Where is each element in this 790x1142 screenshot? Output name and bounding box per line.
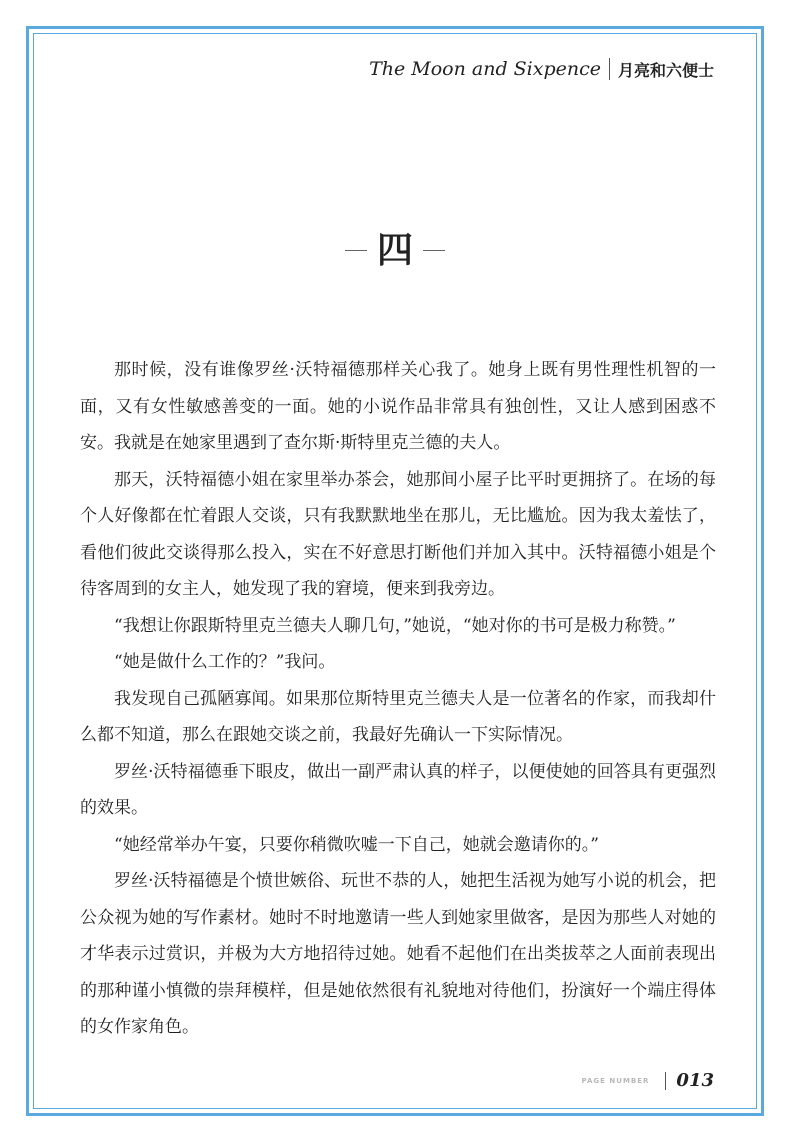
chapter-title: 四 xyxy=(376,229,413,271)
paragraph: 那时候，没有谁像罗丝·沃特福德那样关心我了。她身上既有男性理性机智的一面，又有女性敏感善变的一面。她的小说作品非常具有独创性，又让人感到困惑不安。我就是在她家里遇到了查尔斯·斯特里克兰德的夫人。 xyxy=(80,360,716,453)
page-footer xyxy=(582,1070,714,1091)
paragraph: “她是做什么工作的？”我问。 xyxy=(114,652,336,672)
page-number: 013 xyxy=(676,1070,714,1091)
body-text xyxy=(80,352,716,1046)
paragraph: 罗丝·沃特福德垂下眼皮，做出一副严肃认真的样子，以便使她的回答具有更强烈的效果。 xyxy=(80,761,716,818)
chapter-dash-right xyxy=(423,250,445,251)
header-divider xyxy=(609,58,610,80)
book-title-chinese: 月亮和六便士 xyxy=(617,60,714,80)
paragraph: “她经常举办午宴，只要你稍微吹嘘一下自己，她就会邀请你的。” xyxy=(114,834,599,855)
paragraph: 罗丝·沃特福德是个愤世嫉俗、玩世不恭的人，她把生活视为她写小说的机会，把公众视为她的写作素材。她时不时地邀请一些人到她家里做客，是因为那些人对她的才华表示过赏识，并极为大方地招待过她。她看不起他们在出类拔萃之人面前表现出的那种谨小慎微的崇拜模样，但是她依然很有礼貌地对待他们，扮演好一个端庄得体的女作家角色。 xyxy=(80,871,716,1037)
page-number-label: PAGE NUMBER xyxy=(581,1076,650,1085)
paragraph: “我想让你跟斯特里克兰德夫人聊几句，”她说，“她对你的书可是极力称赞。” xyxy=(114,615,676,636)
paragraph: 我发现自己孤陋寡闻。如果那位斯特里克兰德夫人是一位著名的作家，而我却什么都不知道，那么在跟她交谈之前，我最好先确认一下实际情况。 xyxy=(80,688,716,745)
running-header xyxy=(369,54,714,84)
paragraph: 那天，沃特福德小姐在家里举办茶会，她那间小屋子比平时更拥挤了。在场的每个人好像都在忙着跟人交谈，只有我默默地坐在那儿，无比尴尬。因为我太羞怯了，看他们彼此交谈得那么投入，实在不好意思打断他们并加入其中。沃特福德小姐是个待客周到的女主人，她发现了我的窘境，便来到我旁边。 xyxy=(80,469,716,599)
chapter-heading xyxy=(0,229,790,271)
footer-divider xyxy=(665,1072,666,1090)
book-title-english: The Moon and Sixpence xyxy=(369,58,601,80)
chapter-dash-left xyxy=(345,250,367,251)
